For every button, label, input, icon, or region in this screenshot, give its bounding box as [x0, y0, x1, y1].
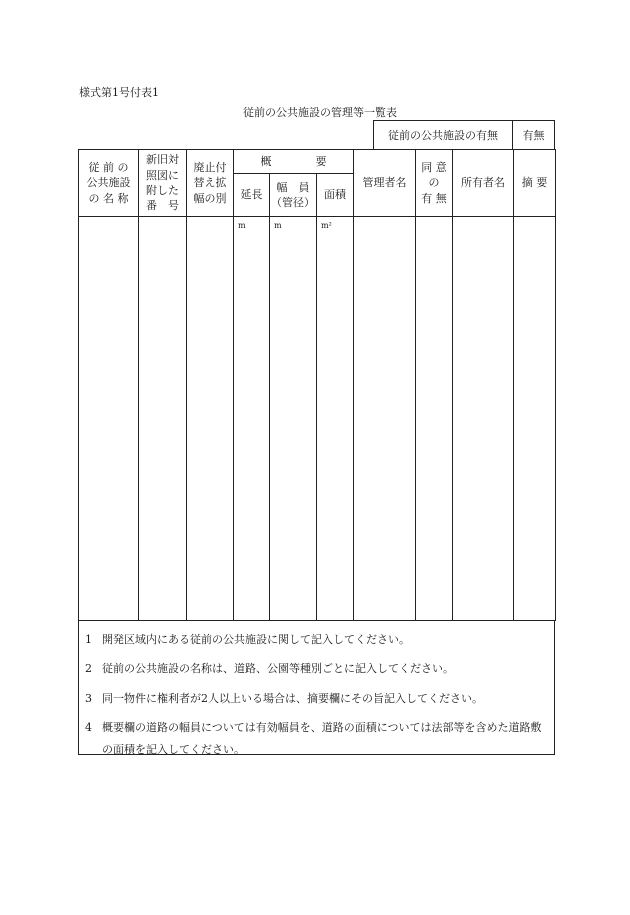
header-map-number-line: 新旧対	[146, 153, 179, 167]
header-overview: 概 要	[234, 150, 354, 174]
header-area: 面積	[317, 174, 354, 217]
cell-width[interactable]	[270, 217, 317, 621]
header-map-number	[139, 150, 187, 217]
form-number: 様式第1号付表1	[79, 86, 159, 99]
note-number: 1	[85, 633, 92, 646]
header-width	[270, 174, 317, 217]
cell-remarks[interactable]	[514, 217, 556, 621]
facility-table	[78, 149, 556, 621]
unit-area: m²	[321, 221, 332, 230]
note-number: 4	[85, 721, 92, 735]
note-number: 2	[85, 662, 92, 676]
header-facility-name	[79, 150, 139, 217]
notes-section	[78, 620, 555, 755]
cell-kind[interactable]	[187, 217, 234, 621]
form-title: 従前の公共施設の管理等一覧表	[243, 106, 397, 119]
cell-owner[interactable]	[453, 217, 514, 621]
header-kind-line: 幅の別	[193, 191, 227, 205]
note-text: 開発区域内にある従前の公共施設に関して記入してください。	[102, 633, 410, 646]
public-facility-presence	[373, 120, 555, 149]
header-owner: 所有者名	[453, 150, 514, 217]
header-facility-name-line: 公共施設	[86, 176, 131, 190]
header-width-line: 幅 員	[276, 180, 310, 194]
cell-area[interactable]	[317, 217, 354, 621]
cell-facility-name[interactable]	[79, 217, 139, 621]
note-number: 3	[85, 691, 92, 705]
header-manager: 管理者名	[354, 150, 416, 217]
header-kind-line: 替え拡	[193, 176, 227, 190]
note-text: 同一物件に権利者が2人以上いる場合は、摘要欄にその旨記入してください。	[102, 691, 483, 705]
header-kind-line: 廃止付	[193, 160, 227, 174]
cell-manager[interactable]	[354, 217, 416, 621]
header-map-number-line: 番 号	[146, 199, 179, 213]
unit-width: m	[274, 221, 282, 230]
header-consent-line: 有 無	[421, 191, 447, 205]
note-item	[85, 629, 548, 650]
presence-value[interactable]: 有無	[522, 129, 545, 142]
header-consent	[416, 150, 453, 217]
header-remarks: 摘 要	[514, 150, 556, 217]
presence-label: 従前の公共施設の有無	[374, 121, 513, 149]
header-map-number-line: 附した	[146, 184, 179, 197]
cell-consent[interactable]	[416, 217, 453, 621]
header-map-number-line: 照図に	[146, 168, 179, 182]
unit-length: m	[238, 221, 246, 230]
header-kind	[187, 150, 234, 217]
note-text: 概要欄の道路の幅員については有効幅員を、道路の面積については法部等を含めた道路敷の面積を記入してください。	[102, 721, 542, 756]
note-item	[85, 688, 548, 709]
header-facility-name-line: の 名 称	[88, 191, 129, 205]
cell-length[interactable]	[234, 217, 270, 621]
header-consent-line: の	[428, 176, 440, 190]
header-facility-name-line: 従 前 の	[88, 160, 129, 174]
cell-map-number[interactable]	[139, 217, 187, 621]
header-width-line: （管径）	[271, 196, 315, 209]
note-text: 従前の公共施設の名称は、道路、公園等種別ごとに記入してください。	[102, 662, 454, 676]
note-item	[85, 717, 548, 760]
header-consent-line: 同 意	[421, 160, 447, 174]
note-item	[85, 658, 548, 679]
header-length: 延長	[234, 174, 270, 217]
